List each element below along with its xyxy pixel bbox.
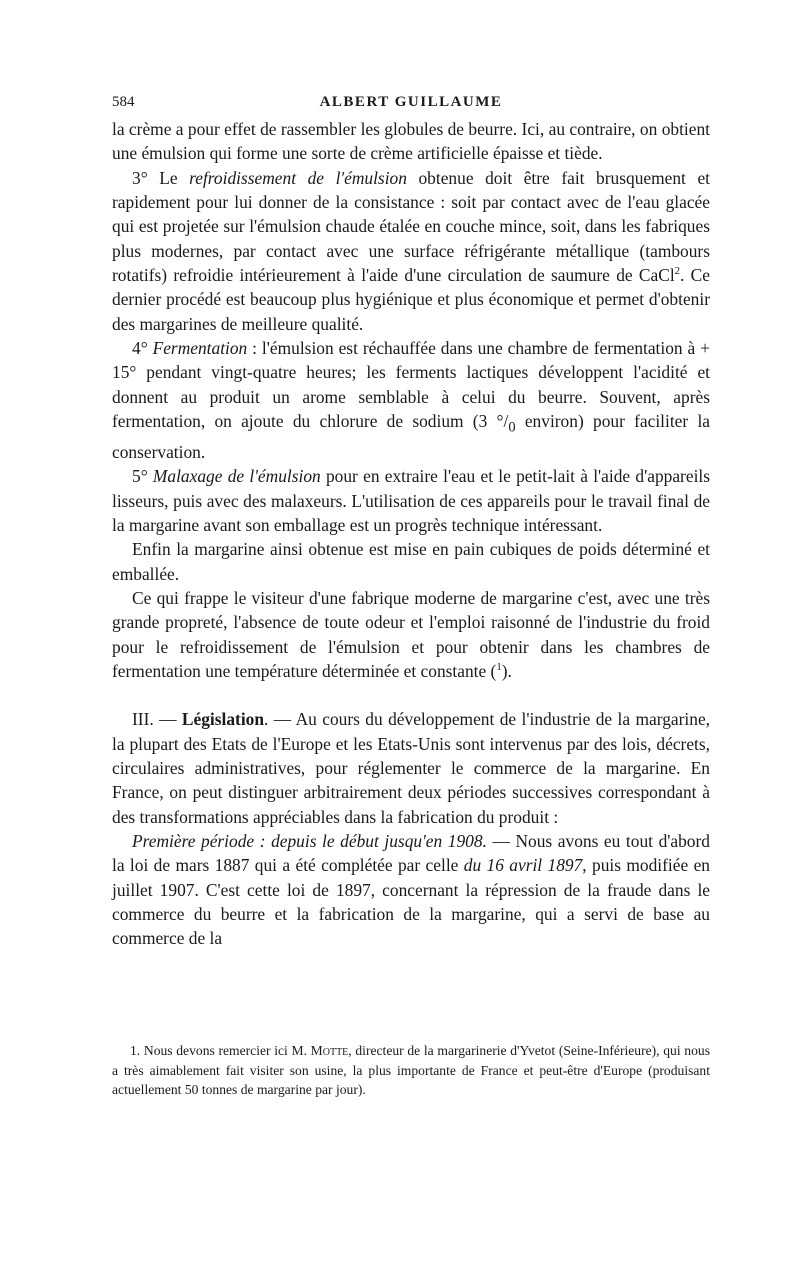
footnote-text: , directeur de la margarinerie d'Yvetot (Seine-Inférieure), qui nous a très aimablement fait visiter son usine, la plus importante de France et peut-être d'Europe (produisant actuellement 50 tonnes de margarine par jour). <box>112 1043 710 1097</box>
page-number: 584 <box>112 94 135 110</box>
subscript: 0 <box>508 419 516 436</box>
superscript: 2 <box>674 265 681 278</box>
paragraph-premiere-periode <box>112 829 710 951</box>
paragraph-emballage: Enfin la margarine ainsi obtenue est mise en pain cubiques de poids déterminé et emballée. <box>112 539 710 584</box>
paragraph-malaxage <box>112 464 710 537</box>
paragraph-text: pour en extraire l'eau et le petit-lait à l'aide d'appareils lisseurs, puis avec des malaxeurs. L'utilisation de ces appareils pour le travail final de la margarine avant son emballage est un progrès technique intéressant. <box>112 466 710 535</box>
paragraph-text-tail: environ) pour faciliter la conservation. <box>112 411 710 462</box>
section-heading: Législation <box>181 709 265 730</box>
paragraph-text: Ce qui frappe le visiteur d'une fabrique moderne de margarine c'est, avec une très grande propreté, l'absence de toute odeur et l'emploi raisonné de l'industrie du froid pour le refroidissement de l'émulsion et pour obtenir dans les chambres de fermentation une température déterminée et constante ( <box>112 588 710 682</box>
paragraph-text: obtenue doit être fait brusquement et rapidement pour lui donner de la consistance : soit par contact avec de l'eau glacée qui est projetée sur l'émulsion chaude étalée en couche mince, soit, dans les fabriques plus modernes, par contact avec une surface réfrigérante métallique (tambours rotatifs) refroidie intérieurement à l'aide d'une circulation de saumure de CaCl <box>112 167 711 286</box>
period-heading: Première période : depuis le début jusqu'en 1908. <box>132 831 487 852</box>
footnote-ref: 1 <box>496 661 502 674</box>
section-term: Fermentation <box>152 338 248 359</box>
running-title: ALBERT GUILLAUME <box>319 94 503 110</box>
paragraph-lead: 4° <box>132 338 153 359</box>
footnote-name: Motte <box>310 1043 349 1058</box>
paragraph-fermentation <box>112 336 710 464</box>
section-term: Malaxage de l'émulsion <box>152 466 321 487</box>
paragraph-text: : l'émulsion est réchauffée dans une chambre de fermentation à + 15° pendant vingt-quatre heures; les ferments lactiques développent l'acidité et donnent au produit un arome semblable à celui du beurre. Souvent, après fermentation, on ajoute du chlorure de sodium (3 °/ <box>112 338 710 432</box>
paragraph-legislation <box>112 707 710 829</box>
paragraph-visiteur <box>112 586 710 683</box>
paragraph-text-tail: ). <box>501 661 512 682</box>
paragraph-text-tail: . Ce dernier procédé est beaucoup plus hygiénique et plus économique et permet d'obtenir des margarines de meilleure qualité. <box>112 265 711 334</box>
paragraph-lead: 3° Le <box>132 167 190 188</box>
law-date: du 16 avril 1897 <box>463 855 583 876</box>
footnotes <box>112 1041 710 1100</box>
footnote-lead: 1. Nous devons remercier ici M. <box>130 1043 311 1058</box>
body-text <box>112 117 710 951</box>
paragraph-emulsion-intro: la crème a pour effet de rassembler les globules de beurre. Ici, au contraire, on obtient une émulsion qui forme une sorte de crème artificielle épaisse et tiède. <box>112 119 710 164</box>
paragraph-text-tail: , puis modifiée en juillet 1907. C'est cette loi de 1897, concernant la répression de la fraude dans le commerce du beurre et la fabrication de la margarine, qui a servi de base au commerce de la <box>112 855 710 949</box>
paragraph-lead: 5° <box>132 466 153 487</box>
paragraph-text: — Nous avons eu tout d'abord la loi de mars 1887 qui a été complétée par celle <box>112 831 710 876</box>
page-header <box>112 94 710 116</box>
section-term: refroidissement de l'émulsion <box>189 167 407 188</box>
paragraph-refroidissement <box>112 166 710 336</box>
footnote-1 <box>112 1041 710 1100</box>
section-number: III. — <box>132 709 182 730</box>
paragraph-text: . — Au cours du développement de l'industrie de la margarine, la plupart des Etats de l'Europe et les Etats-Unis sont intervenus par des lois, décrets, circulaires administratives, pour réglementer le commerce de la margarine. En France, on peut distinguer arbitrairement deux périodes successives correspondant à des transformations appréciables dans la fabrication du produit : <box>112 709 711 827</box>
